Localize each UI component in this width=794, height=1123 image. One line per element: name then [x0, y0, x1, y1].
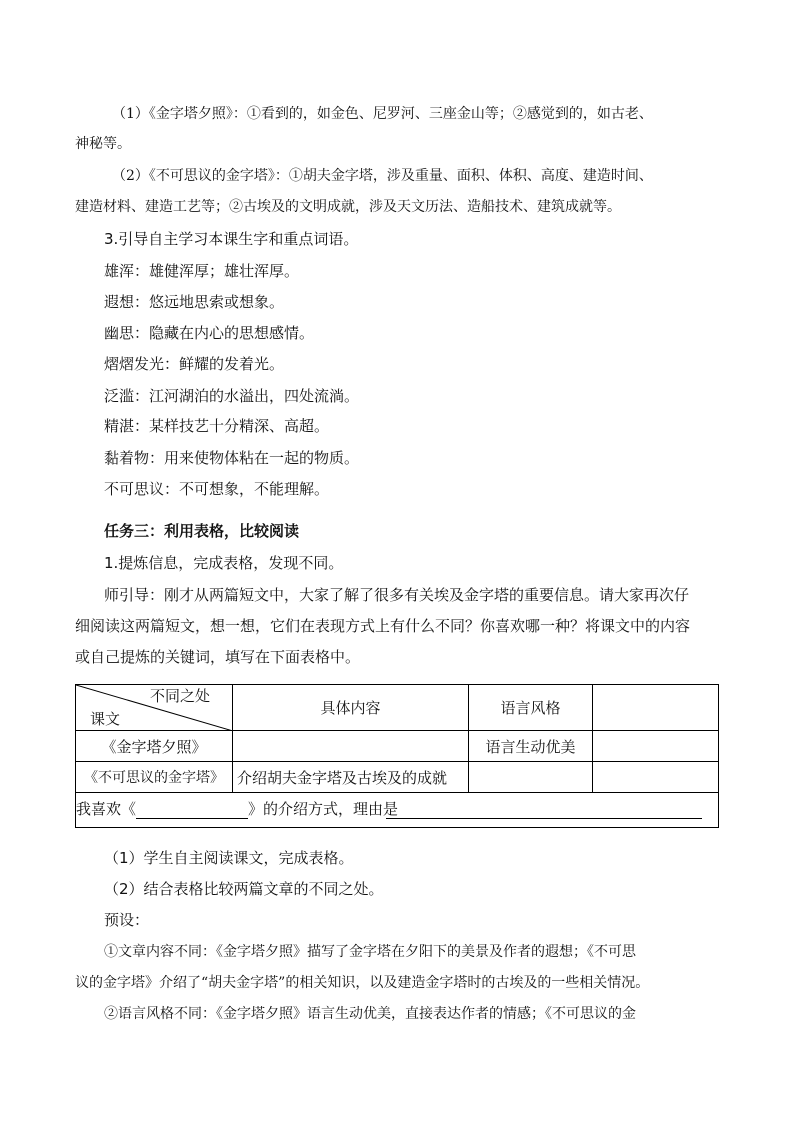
header-diagonal-cell	[76, 685, 233, 731]
teacher-guide-line-2: 细阅读这两篇短文，想一想，它们在表现方式上有什么不同？你喜欢哪一种？将课文中的内容	[75, 617, 691, 635]
col-header-content: 具体内容	[233, 685, 469, 731]
answer-2-line-1: （2）《不可思议的金字塔》：①胡夫金字塔，涉及重量、面积、体积、高度、建造时间、	[112, 168, 653, 184]
vocab-item: 不可思议：不可想象，不能理解。	[104, 480, 330, 498]
reason-blank[interactable]	[386, 799, 702, 819]
preset-1-line-1: ①文章内容不同：《金字塔夕照》描写了金字塔在夕阳下的美景及作者的遐想；《不可思	[104, 944, 636, 960]
vocab-item: 精湛：某样技艺十分精深、高超。	[104, 417, 330, 435]
row2-content: 介绍胡夫金字塔及古埃及的成就	[233, 762, 469, 793]
vocab-item: 泛滥：江河湖泊的水溢出，四处流淌。	[104, 387, 360, 405]
vocab-item: 黏着物：用来使物体粘在一起的物质。	[104, 449, 360, 467]
footer-row	[76, 793, 719, 828]
step-1-heading: 1.提炼信息，完成表格，发现不同。	[104, 554, 344, 572]
footer-middle: 》的介绍方式，理由是	[248, 800, 399, 818]
diag-bottom-label: 课文	[90, 710, 121, 728]
row1-extra-cell[interactable]	[593, 731, 719, 762]
sub-step-2: （2）结合表格比较两篇文章的不同之处。	[104, 880, 384, 898]
row2-title: 《不可思议的金字塔》	[76, 762, 233, 793]
row2-extra-cell[interactable]	[593, 762, 719, 793]
preset-2-line-1: ②语言风格不同：《金字塔夕照》语言生动优美，直接表达作者的情感；《不可思议的金	[104, 1006, 636, 1022]
sub-step-1: （1）学生自主阅读课文，完成表格。	[104, 849, 354, 867]
diag-top-label: 不同之处	[150, 687, 211, 705]
preset-label: 预设：	[104, 911, 150, 929]
favorite-blank[interactable]	[136, 799, 248, 819]
teacher-guide-line-1: 师引导：刚才从两篇短文中，大家了解了很多有关埃及金字塔的重要信息。请大家再次仔	[104, 586, 690, 604]
task-3-heading: 任务三：利用表格，比较阅读	[104, 522, 300, 540]
row2-style-cell[interactable]	[469, 762, 593, 793]
col-header-style: 语言风格	[469, 685, 593, 731]
footer-prefix: 我喜欢《	[76, 800, 137, 818]
vocab-item: 熠熠发光：鲜耀的发着光。	[104, 355, 285, 373]
row1-content-cell[interactable]	[233, 731, 469, 762]
row1-style: 语言生动优美	[469, 731, 593, 762]
preset-1-line-2: 议的金字塔》介绍了“胡夫金字塔”的相关知识，以及建造金字塔时的古埃及的一些相关情况。	[75, 975, 650, 991]
teacher-guide-line-3: 或自己提炼的关键词，填写在下面表格中。	[75, 648, 361, 666]
step-3-heading: 3.引导自主学习本课生字和重点词语。	[104, 230, 359, 248]
answer-1-line-1: （1）《金字塔夕照》：①看到的，如金色、尼罗河、三座金山等；②感觉到的，如古老、	[112, 106, 653, 122]
answer-1-line-2: 神秘等。	[75, 136, 131, 152]
answer-2-line-2: 建造材料、建造工艺等；②古埃及的文明成就，涉及天文历法、造船技术、建筑成就等。	[75, 199, 621, 215]
vocab-item: 幽思：隐藏在内心的思想感情。	[104, 324, 315, 342]
vocab-item: 遐想：悠远地思索或想象。	[104, 293, 285, 311]
empty-header-cell	[593, 685, 719, 731]
row1-title: 《金字塔夕照》	[76, 731, 233, 762]
vocab-item: 雄浑：雄健浑厚；雄壮浑厚。	[104, 262, 300, 280]
comparison-table	[75, 684, 719, 828]
